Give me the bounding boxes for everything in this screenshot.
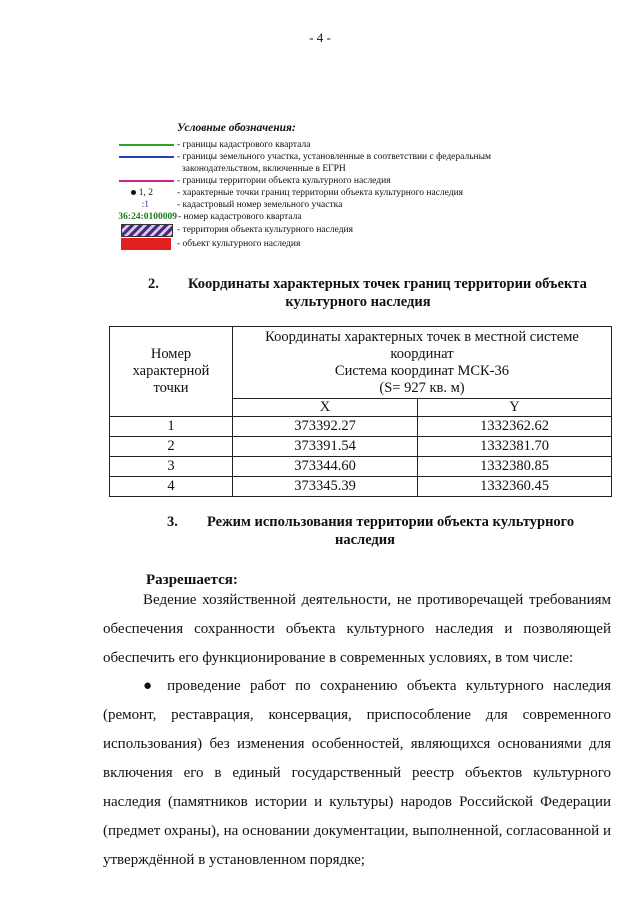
legend-symbol-quarter: 36:24:0100009 bbox=[118, 212, 177, 222]
section2-title-line1: Координаты характерных точек границ территории объекта bbox=[188, 276, 587, 292]
section2-number: 2. bbox=[148, 276, 159, 292]
green-line-icon bbox=[119, 144, 174, 146]
allowed-label: Разрешается: bbox=[146, 572, 238, 588]
point-icon bbox=[131, 190, 136, 195]
legend-text: - характерные точки границ территории объекта культурного наследия bbox=[177, 188, 464, 198]
legend-text: законодательством, включенные в ЕГРН bbox=[182, 164, 346, 174]
legend-row-heritage-object bbox=[103, 238, 583, 250]
table-row bbox=[110, 457, 612, 477]
col-header-y: Y bbox=[418, 399, 612, 417]
legend-row-quarter-number bbox=[103, 211, 583, 223]
col-header-x: X bbox=[233, 399, 418, 417]
cell-y: 1332362.62 bbox=[418, 417, 612, 437]
section3-title-line2: наследия bbox=[335, 532, 395, 548]
legend-row-heritage-territory bbox=[103, 224, 583, 236]
table-row bbox=[110, 437, 612, 457]
legend-text: - территория объекта культурного наследия bbox=[177, 225, 353, 235]
cell-x: 373392.27 bbox=[233, 417, 418, 437]
blue-line-icon bbox=[119, 156, 174, 158]
cell-point: 4 bbox=[110, 477, 233, 497]
col-header-coordinates: Координаты характерных точек в местной системе координат Система координат МСК-36 (S= 927 кв. м) bbox=[233, 327, 612, 399]
allowed-bullet-item: ● проведение работ по сохранению объекта культурного наследия (ремонт, реставрация, консервация, приспособление для современного использования) без изменения особенностей, являющихся основаниями для включения его в единый государственный реестр объектов культурного наследия (памятников истории и культуры) народов Российской Федерации (предмет охраны), на основании документации, выполненной, согласованной и утверждённой в установленном порядке; bbox=[103, 678, 611, 868]
magenta-line-icon bbox=[119, 180, 174, 182]
legend-text: - границы кадастрового квартала bbox=[177, 140, 311, 150]
cell-point: 3 bbox=[110, 457, 233, 477]
legend-text: - кадастровый номер земельного участка bbox=[177, 200, 343, 210]
table-row bbox=[110, 477, 612, 497]
allowed-paragraph: Ведение хозяйственной деятельности, не противоречащей требованиям обеспечения сохранности объекта культурного наследия и позволяющей обеспечить его функционирование в современных условиях, в том числе: bbox=[103, 592, 611, 666]
cell-point: 1 bbox=[110, 417, 233, 437]
cell-x: 373391.54 bbox=[233, 437, 418, 457]
page-number: - 4 - bbox=[309, 30, 331, 45]
legend-row-boundary-points bbox=[103, 187, 583, 199]
red-box-icon bbox=[121, 238, 171, 250]
legend-text: - границы земельного участка, установленные в соответствии с федеральным bbox=[177, 152, 492, 162]
section3-title-line1: Режим использования территории объекта культурного bbox=[207, 514, 575, 530]
hatch-pattern-icon bbox=[121, 224, 173, 237]
legend-row-cadastral-quarter bbox=[103, 139, 583, 151]
legend-row-heritage-boundary bbox=[103, 175, 583, 187]
section3-number: 3. bbox=[167, 514, 178, 530]
cell-y: 1332381.70 bbox=[418, 437, 612, 457]
legend-symbol-points: 1, 2 bbox=[103, 187, 153, 199]
legend-title: Условные обозначения: bbox=[177, 122, 296, 134]
cell-y: 1332360.45 bbox=[418, 477, 612, 497]
legend-row-land-plot-cont bbox=[103, 163, 583, 175]
legend-symbol-cad-number: :1 bbox=[141, 200, 149, 210]
cell-x: 373345.39 bbox=[233, 477, 418, 497]
cell-x: 373344.60 bbox=[233, 457, 418, 477]
legend-text: - номер кадастрового квартала bbox=[178, 212, 302, 222]
legend-text: - объект культурного наследия bbox=[177, 239, 301, 249]
legend-row-land-plot bbox=[103, 151, 583, 163]
coordinates-table bbox=[109, 326, 612, 497]
cell-y: 1332380.85 bbox=[418, 457, 612, 477]
col-header-point-number: Номер характерной точки bbox=[110, 327, 233, 417]
table-row bbox=[110, 417, 612, 437]
legend-text: - границы территории объекта культурного наследия bbox=[177, 176, 391, 186]
section2-title-line2: культурного наследия bbox=[285, 294, 431, 310]
legend-row-cadastral-number bbox=[103, 199, 583, 211]
cell-point: 2 bbox=[110, 437, 233, 457]
